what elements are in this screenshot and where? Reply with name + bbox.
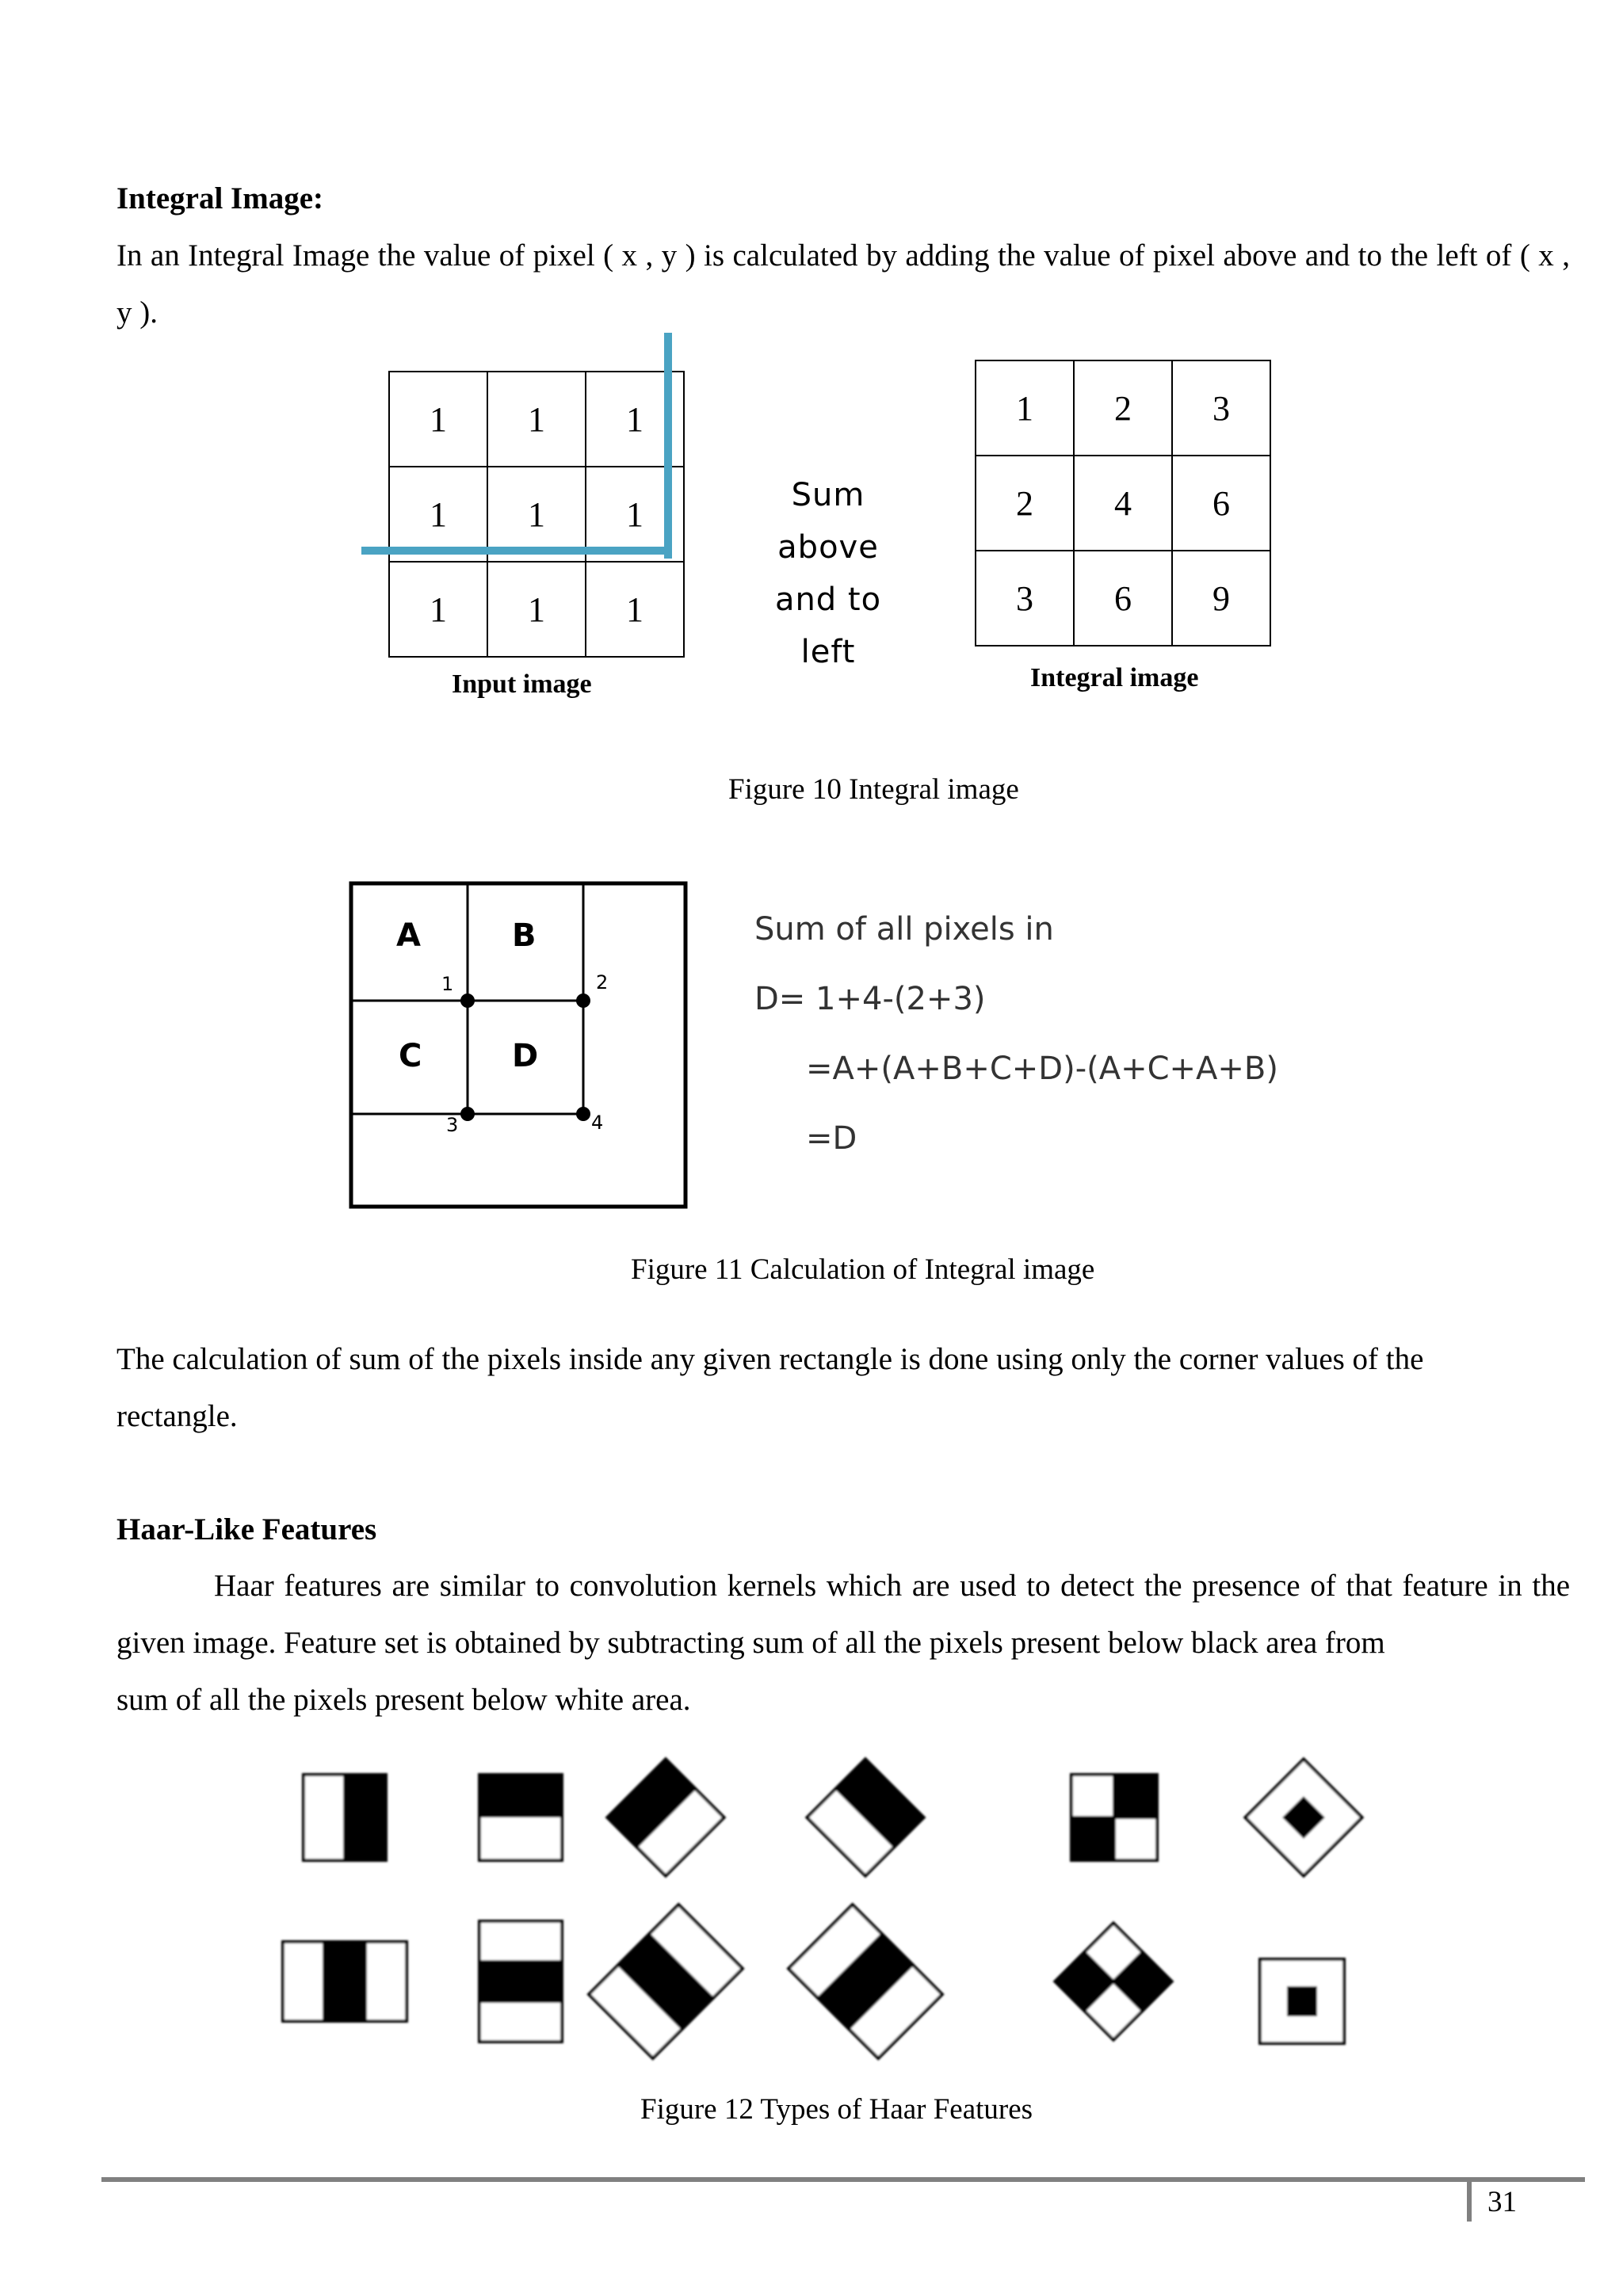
page-number-divider [1467,2182,1472,2222]
point-label-1: 1 [441,973,454,995]
diagonal-line-right-icon [789,1905,942,2058]
grid-cell: 3 [1172,360,1270,456]
paragraph-text: The calculation of sum of the pixels inside any given rectangle is done using only the corner values of the [116,1342,1424,1376]
grid-cell: 6 [1074,551,1172,646]
integral-image-label: Integral image [1030,663,1199,692]
paragraph-last-line: rectangle. [116,1399,238,1433]
center-square-icon [1260,1959,1344,2043]
sum-label-line: left [800,634,856,670]
grid-cell: 1 [389,467,487,562]
line-vertical-icon [283,1942,407,2021]
formula-line-2: D= 1+4-(2+3) [754,981,986,1017]
sum-label-line: and to [774,582,882,618]
figure-10-caption: Figure 10 Integral image [728,773,1019,806]
highlight-horizontal-bar [361,547,672,555]
footer-rule [101,2177,1585,2182]
grid-cell: 9 [1172,551,1270,646]
sum-label-line: Sum [791,477,865,513]
grid-cell: 1 [487,562,586,657]
integral-image-grid [975,360,1271,646]
formula-line-1: Sum of all pixels in [754,911,1054,948]
edge-horizontal-icon [479,1775,562,1860]
paragraph-last-line: sum of all the pixels present below white area. [116,1683,691,1717]
grid-cell: 2 [1074,360,1172,456]
diagonal-edge-left-icon [607,1759,724,1875]
section-heading-integral-image: Integral Image: [116,181,324,215]
haar-features-grid [269,1739,1379,2072]
input-image-label: Input image [452,669,592,699]
sum-label-line: above [777,529,879,566]
grid-cell: 1 [487,467,586,562]
region-label-c: C [399,1038,422,1074]
checker-icon [1071,1775,1157,1860]
sum-above-left-label [749,469,907,678]
grid-cell: 6 [1172,456,1270,551]
grid-cell: 1 [389,372,487,467]
grid-cell: 1 [586,372,684,467]
grid-cell: 1 [389,562,487,657]
input-image-grid [388,371,685,658]
grid-cell: 2 [976,456,1074,551]
figure-12-caption: Figure 12 Types of Haar Features [640,2093,1033,2126]
corner-point-4 [576,1107,590,1121]
center-diamond-icon [1245,1759,1361,1875]
edge-vertical-icon [304,1775,386,1860]
section-heading-haar-features: Haar-Like Features [116,1512,377,1547]
grid-cell: 1 [487,372,586,467]
paragraph-corner-values [116,1331,1570,1445]
grid-cell: 1 [586,467,684,562]
grid-cell: 1 [586,562,684,657]
paragraph-text: Haar features are similar to convolution kernels which are used to detect the presence of that feature in the given image. Feature set is obtained by subtracting sum of all the pixels present below black area from [116,1569,1570,1660]
point-label-3: 3 [446,1114,459,1136]
formula-line-3: =A+(A+B+C+D)-(A+C+A+B) [806,1051,1278,1087]
grid-cell: 1 [976,360,1074,456]
diagonal-checker-icon [1055,1923,1171,2039]
paragraph-haar-features [116,1558,1570,1729]
point-label-4: 4 [591,1112,604,1134]
corner-point-2 [576,994,590,1008]
paragraph-integral-image: In an Integral Image the value of pixel ( x , y ) is calculated by adding the value of pixel above and to the left of ( x , y ). [116,238,1570,330]
grid-cell: 3 [976,551,1074,646]
formula-line-4: =D [806,1120,857,1157]
region-label-a: A [396,917,421,954]
point-label-2: 2 [596,971,609,994]
figure-11-caption: Figure 11 Calculation of Integral image [631,1253,1095,1286]
corner-point-1 [460,994,475,1008]
highlight-vertical-bar [664,333,672,559]
grid-cell: 4 [1074,456,1172,551]
page-number: 31 [1487,2186,1517,2218]
region-label-b: B [512,917,537,954]
diagonal-line-left-icon [589,1905,743,2058]
region-label-d: D [512,1038,539,1074]
corner-point-3 [460,1107,475,1121]
line-horizontal-icon [479,1921,562,2042]
diagonal-edge-right-icon [807,1759,923,1875]
